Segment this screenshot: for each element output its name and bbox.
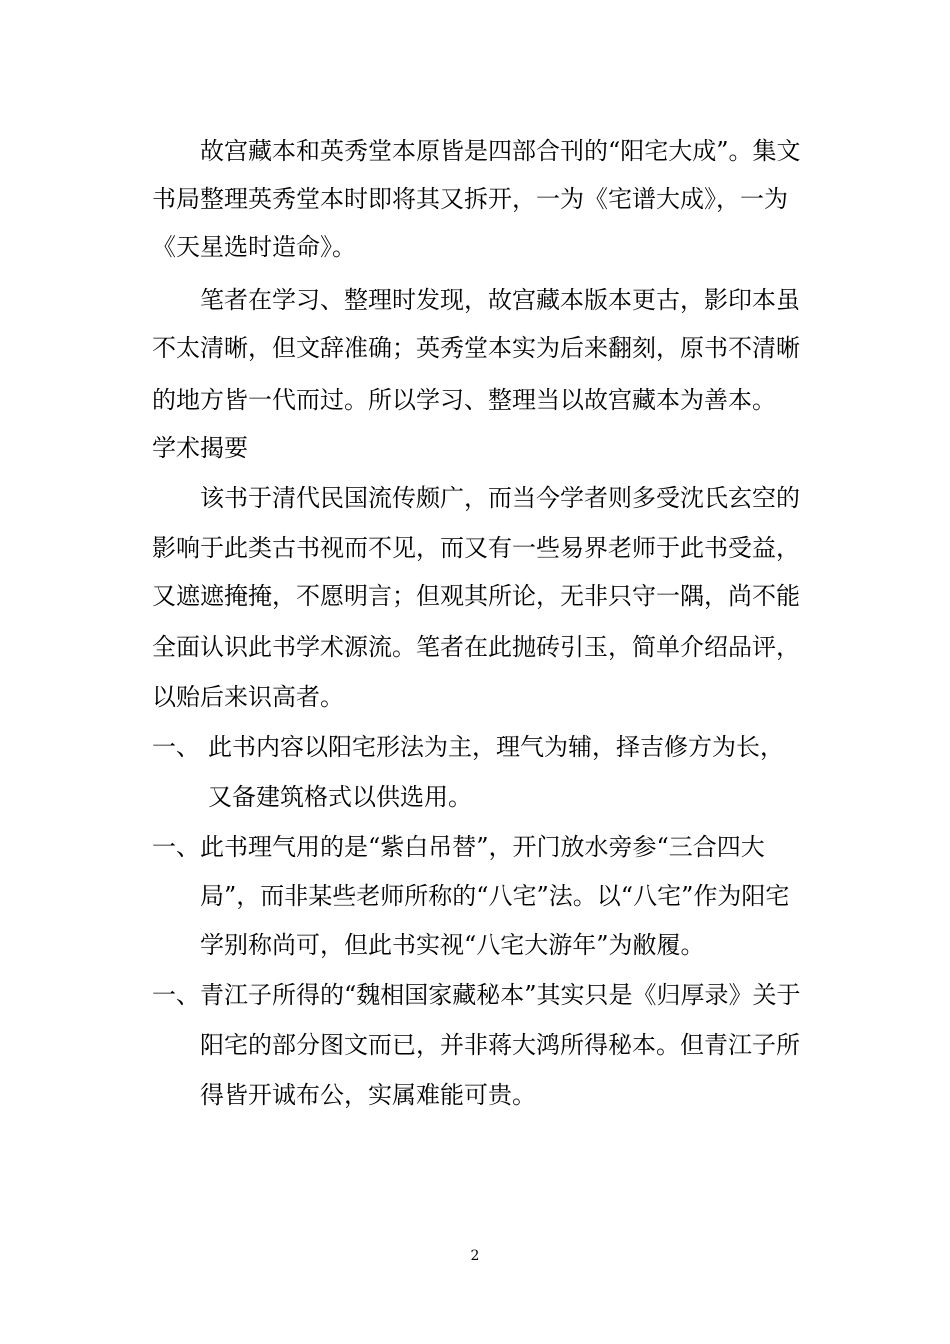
text-line: 又备建筑格式以供选用。	[208, 783, 472, 811]
text-line: 故宫藏本和英秀堂本原皆是四部合刊的“阳宅大成”。集文	[200, 137, 801, 165]
section-heading-text: 学术揭要	[152, 434, 248, 462]
text-line: 得皆开诚布公，实属难能可贵。	[200, 1081, 536, 1109]
text-line: 又遮遮掩掩，不愿明言；但观其所论，无非只守一隅，尚不能	[152, 582, 800, 610]
text-line: 的地方皆一代而过。所以学习、整理当以故宫藏本为善本。	[152, 386, 776, 414]
text-line: 此书理气用的是“紫白吊替”，开门放水旁参“三合四大	[200, 833, 765, 861]
text-line: 影响于此类古书视而不见，而又有一些易界老师于此书受益，	[152, 534, 800, 562]
text-line: 阳宅的部分图文而已，并非蒋大鸿所得秘本。但青江子所	[200, 1031, 800, 1059]
list-marker: 一、	[152, 733, 200, 761]
text-line: 此书内容以阳宅形法为主，理气为辅，择吉修方为长，	[208, 733, 784, 761]
text-line: 笔者在学习、整理时发现，故宫藏本版本更古，影印本虽	[200, 286, 800, 314]
page-number: 2	[470, 1248, 480, 1264]
text-line: 青江子所得的“魏相国家藏秘本”其实只是《归厚录》关于	[200, 981, 801, 1009]
text-line: 全面认识此书学术源流。笔者在此抛砖引玉，简单介绍品评，	[152, 633, 800, 661]
text-line: 局”，而非某些老师所称的“八宅”法。以“八宅”作为阳宅	[200, 882, 790, 910]
list-marker: 一、	[152, 833, 200, 861]
text-line: 《天星选时造命》。	[152, 233, 356, 261]
text-line: 该书于清代民国流传颇广，而当今学者则多受沈氏玄空的	[200, 484, 800, 512]
list-marker: 一、	[152, 981, 200, 1009]
text-line: 学别称尚可，但此书实视“八宅大游年”为敝履。	[200, 931, 705, 959]
text-line: 书局整理英秀堂本时即将其又拆开，一为《宅谱大成》，一为	[152, 185, 788, 213]
text-line: 以贻后来识高者。	[152, 683, 344, 711]
text-line: 不太清晰，但文辞准确；英秀堂本实为后来翻刻，原书不清晰	[152, 334, 800, 362]
